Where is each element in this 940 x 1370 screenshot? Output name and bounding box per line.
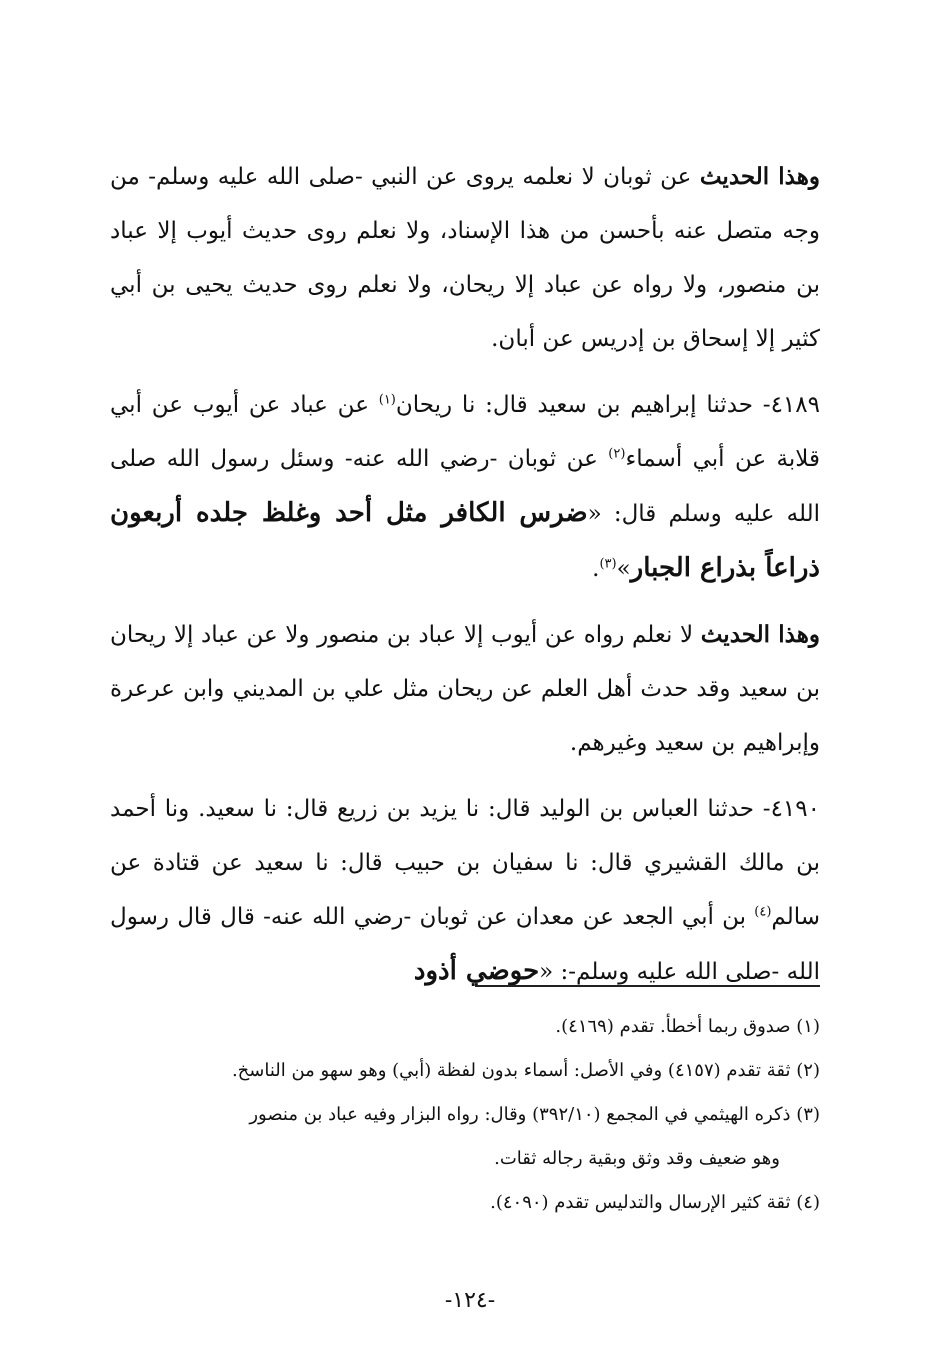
footnote-ref-2: (٢) — [608, 446, 626, 462]
hadith-text: بن أبي الجعد عن معدان عن ثوبان -رضي الله عنه- قال قال رسول الله -صلى الله عليه وسلم-: « — [110, 904, 820, 985]
main-text — [110, 150, 820, 1011]
footnote-ref-3: (٣) — [599, 556, 617, 572]
bold-lead: وهذا الحديث — [699, 163, 820, 190]
hadith-text: ٤١٩٠- حدثنا العباس بن الوليد قال: نا يزيد بن زريع قال: نا سعيد. ونا أحمد بن مالك القشيري قال: نا سفيان بن حبيب قال: نا سعيد عن قتادة عن سالم — [110, 796, 820, 930]
bold-lead: وهذا الحديث — [700, 621, 820, 648]
footnote-3-continued: وهو ضعيف وقد وثق وبقية رجاله ثقات. — [494, 1148, 780, 1169]
paragraph-text: عن ثوبان لا نعلمه يروى عن النبي -صلى الله عليه وسلم- من وجه متصل عنه بأحسن من هذا الإسناد، ولا نعلم روى حديث أيوب إلا عباد بن منصور، ولا رواه عن عباد إلا ريحان، ولا نعلم روى حديث يحيى بن أبي كثير إلا إسحاق بن إدريس عن أبان. — [110, 164, 820, 352]
paragraph-commentary-2 — [110, 608, 820, 770]
footnote-ref-1: (١) — [378, 392, 396, 408]
hadith-4190 — [110, 782, 820, 999]
hadith-quote: ضرس الكافر مثل أحد وغلظ جلده أربعون ذراعاً بذراع الجبار — [110, 498, 820, 583]
paragraph-text: لا نعلم رواه عن أيوب إلا عباد بن منصور ولا عن عباد إلا ريحان بن سعيد وقد حدث أهل العلم عن ريحان مثل علي بن المديني وابن عرعرة وإبراهيم بن سعيد وغيرهم. — [110, 622, 820, 756]
footnote-2: (٢) ثقة تقدم (٤١٥٧) وفي الأصل: أسماء بدون لفظة (أبي) وهو سهو من الناسخ. — [231, 1060, 820, 1081]
paragraph-commentary-1 — [110, 150, 820, 366]
hadith-4189 — [110, 378, 820, 596]
footnote-3: (٣) ذكره الهيثمي في المجمع (٣٩٢/١٠) وقال: رواه البزار وفيه عباد بن منصور — [249, 1104, 820, 1125]
hadith-text: عن عباد عن أيوب عن أبي قلابة عن أبي أسماء — [110, 392, 821, 472]
hadith-text: ٤١٨٩- حدثنا إبراهيم بن سعيد قال: نا ريحان — [395, 392, 820, 418]
footnotes — [110, 1005, 820, 1225]
hadith-text: » — [616, 556, 631, 582]
hadith-text: عن ثوبان -رضي الله عنه- وسئل رسول الله صلى الله عليه وسلم قال: « — [110, 446, 821, 527]
footnote-1: (١) صدوق ربما أخطأ. تقدم (٤١٦٩). — [555, 1016, 820, 1037]
footnote-ref-4: (٤) — [754, 904, 772, 920]
hadith-text: . — [592, 556, 600, 582]
footnote-4: (٤) ثقة كثير الإرسال والتدليس تقدم (٤٠٩٠). — [490, 1192, 820, 1213]
hadith-quote: حوضي أذود — [413, 956, 540, 986]
footnote-divider — [475, 985, 820, 987]
page-number: -١٢٤- — [444, 1288, 496, 1313]
